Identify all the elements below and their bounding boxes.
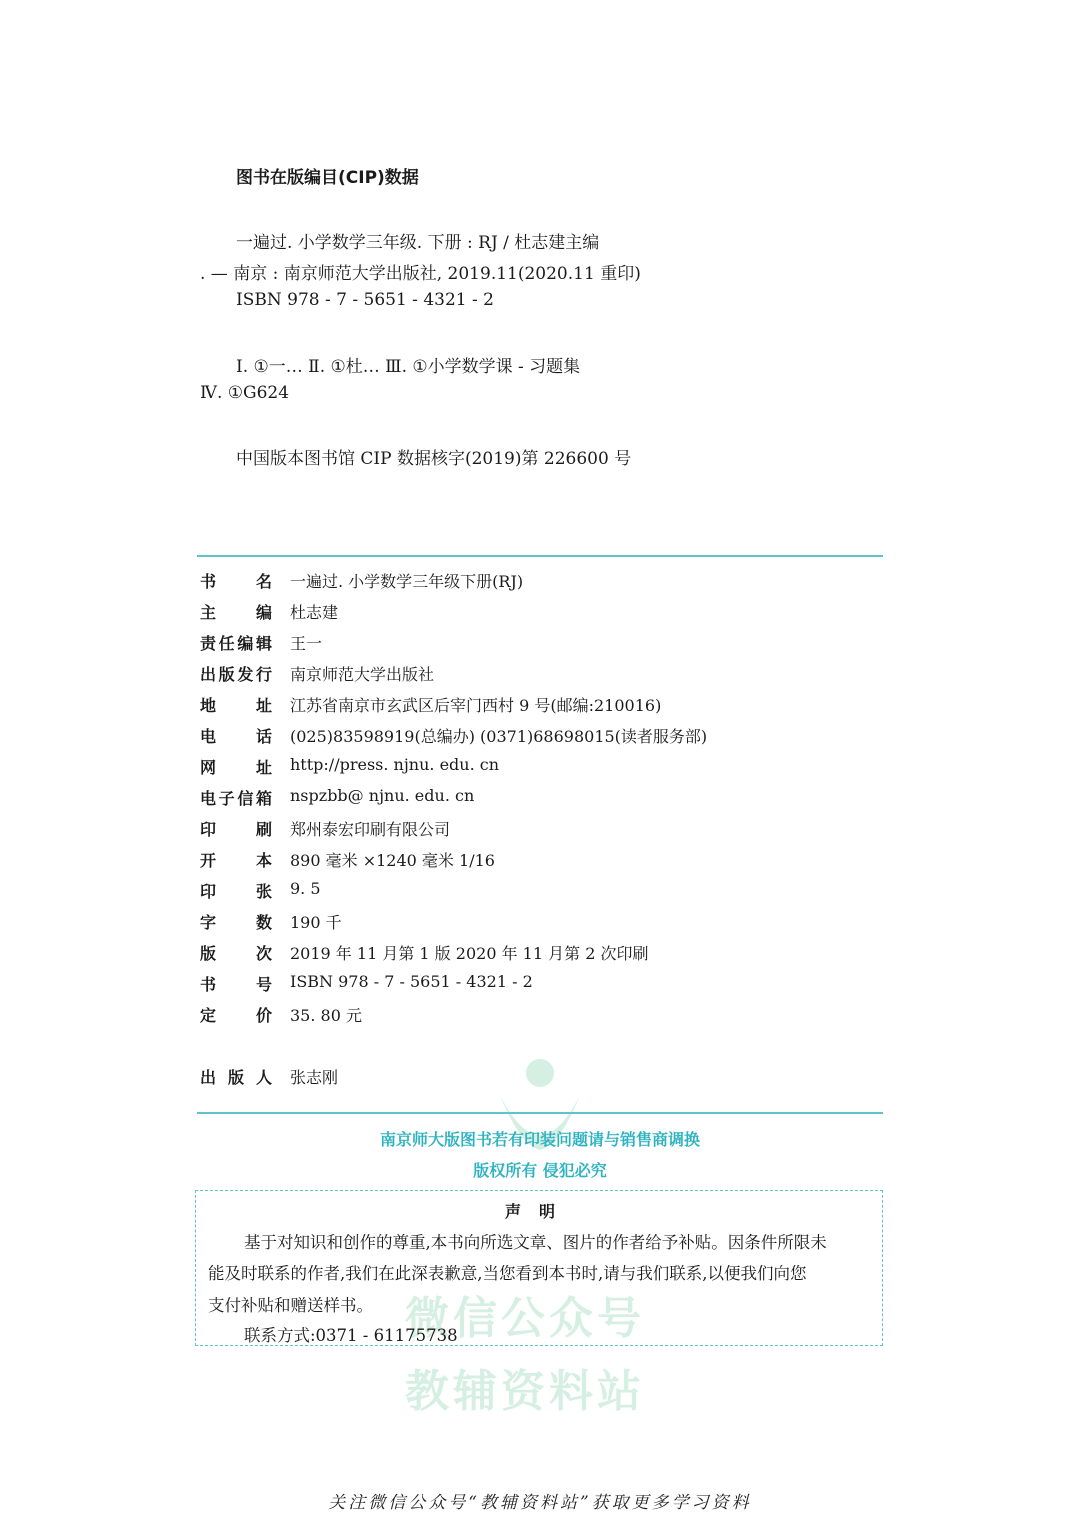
info-label: 电子信箱	[200, 789, 272, 808]
info-label: 书号	[200, 975, 272, 994]
top-divider	[197, 555, 883, 557]
info-value: 郑州泰宏印刷有限公司	[290, 820, 451, 839]
publisher-value: 张志刚	[290, 1068, 339, 1087]
notice-line-2: 版权所有 侵犯必究	[473, 1161, 607, 1180]
info-label: 主编	[200, 603, 272, 622]
info-value: 王一	[290, 634, 323, 653]
cip-title: 图书在版编目(CIP)数据	[236, 168, 419, 188]
info-label: 责任编辑	[200, 634, 272, 653]
info-label: 网址	[200, 758, 272, 777]
notice-line-1: 南京师大版图书若有印装问题请与销售商调换	[379, 1130, 700, 1149]
info-label: 定价	[200, 1006, 272, 1025]
info-value: nspzbb@ njnu. edu. cn	[290, 786, 475, 805]
footer-promo: 关注微信公众号“教辅资料站”获取更多学习资料	[328, 1493, 752, 1513]
info-value: 9. 5	[290, 879, 321, 898]
watermark-line-2: 教辅资料站	[405, 1366, 645, 1417]
watermark-logo-icon	[490, 1055, 590, 1175]
publisher-label: 出版人	[200, 1068, 272, 1087]
info-label: 版次	[200, 944, 272, 963]
info-label: 书名	[200, 572, 272, 591]
info-label: 印刷	[200, 820, 272, 839]
declaration-title: 声明	[504, 1202, 573, 1221]
info-value: http://press. njnu. edu. cn	[290, 755, 500, 774]
info-value: 890 毫米 ×1240 毫米 1/16	[290, 851, 495, 870]
cip-line-1: 一遍过. 小学数学三年级. 下册 : RJ / 杜志建主编	[236, 233, 600, 253]
cip-line-2: . — 南京 : 南京师范大学出版社, 2019.11(2020.11 重印)	[200, 264, 641, 284]
info-value: 一遍过. 小学数学三年级下册(RJ)	[290, 572, 524, 591]
cip-line-6: 中国版本图书馆 CIP 数据核字(2019)第 226600 号	[236, 449, 632, 469]
declaration-line-1: 基于对知识和创作的尊重,本书向所选文章、图片的作者给予补贴。因条件所限未	[244, 1233, 827, 1252]
watermark-line-1: 微信公众号	[405, 1293, 645, 1344]
info-value: 35. 80 元	[290, 1006, 362, 1025]
cip-line-3: ISBN 978 - 7 - 5651 - 4321 - 2	[236, 290, 494, 310]
info-value: 杜志建	[290, 603, 339, 622]
info-label: 出版发行	[200, 665, 272, 684]
info-label: 开本	[200, 851, 272, 870]
info-value: 南京师范大学出版社	[290, 665, 435, 684]
info-value: 江苏省南京市玄武区后宰门西村 9 号(邮编:210016)	[290, 696, 662, 715]
info-value: (025)83598919(总编办) (0371)68698015(读者服务部)	[290, 727, 708, 746]
info-value: 190 千	[290, 913, 342, 932]
info-value: ISBN 978 - 7 - 5651 - 4321 - 2	[290, 972, 533, 991]
cip-line-5: Ⅳ. ①G624	[200, 383, 290, 403]
info-label: 电话	[200, 727, 272, 746]
declaration-line-3: 支付补贴和赠送样书。	[208, 1296, 373, 1315]
declaration-line-2: 能及时联系的作者,我们在此深表歉意,当您看到本书时,请与我们联系,以便我们向您	[208, 1264, 807, 1283]
info-label: 印张	[200, 882, 272, 901]
bottom-divider	[197, 1112, 883, 1114]
info-label: 地址	[200, 696, 272, 715]
info-value: 2019 年 11 月第 1 版 2020 年 11 月第 2 次印刷	[290, 944, 649, 963]
cip-line-4: Ⅰ. ①一… Ⅱ. ①杜… Ⅲ. ①小学数学课 - 习题集	[236, 357, 581, 377]
info-label: 字数	[200, 913, 272, 932]
declaration-contact: 联系方式:0371 - 61175738	[244, 1326, 458, 1345]
